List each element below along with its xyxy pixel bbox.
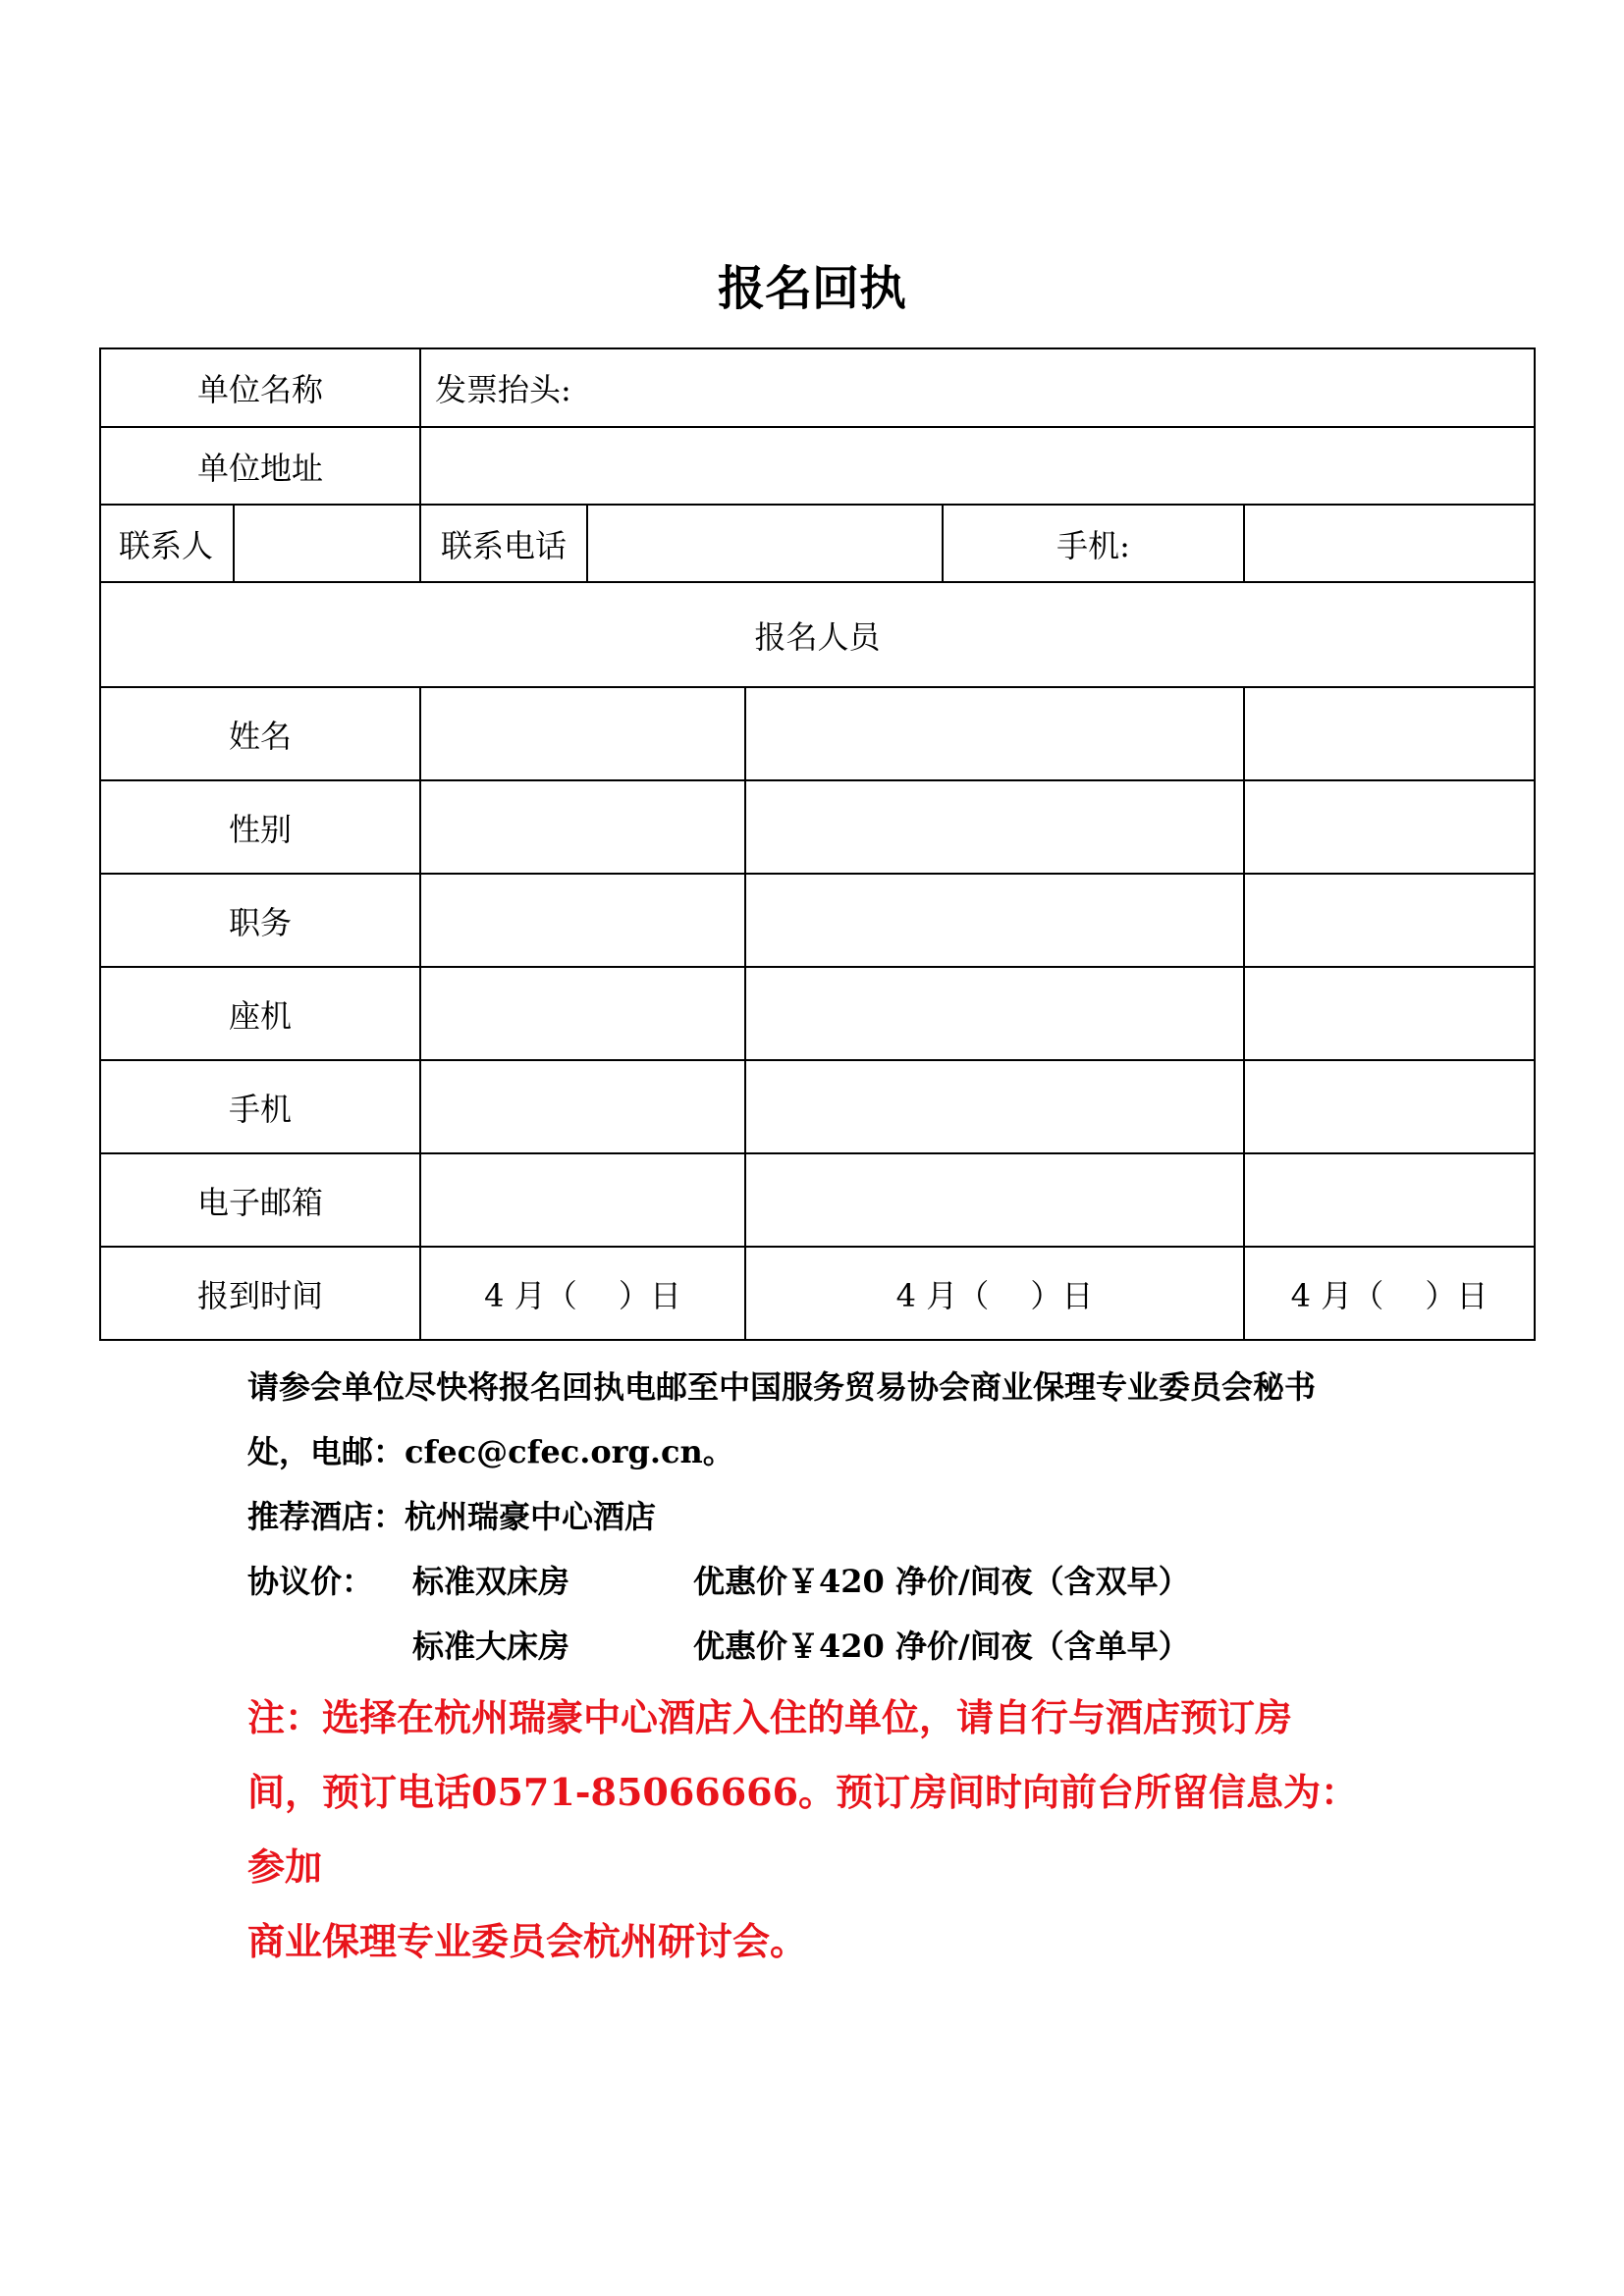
registration-form-table <box>99 347 1536 1341</box>
landline-field-2[interactable] <box>745 967 1244 1060</box>
arrival-date-3[interactable]: 4 月（ ）日 <box>1244 1247 1535 1340</box>
gender-field-1[interactable] <box>420 780 745 874</box>
red-note-line2: 间，预订电话0571-85066666。预订房间时向前台所留信息为：参加 <box>247 1770 1359 1889</box>
attendees-header: 报名人员 <box>100 582 1535 687</box>
notes-line2: 处，电邮：cfec@cfec.org.cn。 <box>247 1433 734 1470</box>
recommended-hotel: 推荐酒店：杭州瑞豪中心酒店 <box>247 1498 657 1535</box>
position-field-1[interactable] <box>420 874 745 967</box>
arrival-label: 报到时间 <box>100 1247 420 1340</box>
invoice-title-label: 发票抬头: <box>435 371 571 408</box>
price-king: 优惠价￥420 净价/间夜（含单早） <box>693 1628 1190 1665</box>
email-field-3[interactable] <box>1244 1153 1535 1247</box>
room-type-king: 标准大床房 <box>412 1628 570 1665</box>
name-field-1[interactable] <box>420 687 745 780</box>
price-row-2 <box>247 1614 1386 1679</box>
row-label: 姓名 <box>100 687 420 780</box>
page-title: 报名回执 <box>717 261 906 316</box>
position-field-3[interactable] <box>1244 874 1535 967</box>
invoice-title-field[interactable] <box>420 348 1535 427</box>
gender-field-3[interactable] <box>1244 780 1535 874</box>
unit-address-label: 单位地址 <box>100 427 420 505</box>
row-label: 电子邮箱 <box>100 1153 420 1247</box>
contact-person-field[interactable] <box>234 505 420 582</box>
unit-address-field[interactable] <box>420 427 1535 505</box>
row-label: 手机 <box>100 1060 420 1153</box>
red-note-line1: 注：选择在杭州瑞豪中心酒店入住的单位，请自行与酒店预订房 <box>247 1695 1293 1739</box>
arrival-date-1[interactable]: 4 月（ ）日 <box>420 1247 745 1340</box>
row-label: 座机 <box>100 967 420 1060</box>
mobile-label: 手机: <box>943 505 1244 582</box>
row-label: 性别 <box>100 780 420 874</box>
mobile-field-3[interactable] <box>1244 1060 1535 1153</box>
landline-field-3[interactable] <box>1244 967 1535 1060</box>
name-field-2[interactable] <box>745 687 1244 780</box>
mobile-field-2[interactable] <box>745 1060 1244 1153</box>
position-field-2[interactable] <box>745 874 1244 967</box>
contact-phone-label: 联系电话 <box>420 505 587 582</box>
arrival-date-2[interactable]: 4 月（ ）日 <box>745 1247 1244 1340</box>
mobile-field[interactable] <box>1244 505 1535 582</box>
name-field-3[interactable] <box>1244 687 1535 780</box>
notes-line1: 请参会单位尽快将报名回执电邮至中国服务贸易协会商业保理专业委员会秘书 <box>247 1368 1317 1406</box>
price-label: 协议价： <box>247 1563 374 1600</box>
email-field-1[interactable] <box>420 1153 745 1247</box>
red-note <box>247 1681 1386 1979</box>
red-note-line3: 商业保理专业委员会杭州研讨会。 <box>247 1919 808 1963</box>
room-type-twin: 标准双床房 <box>412 1563 570 1600</box>
contact-person-label: 联系人 <box>100 505 234 582</box>
unit-name-label: 单位名称 <box>100 348 420 427</box>
price-row-1 <box>247 1549 1386 1614</box>
gender-field-2[interactable] <box>745 780 1244 874</box>
price-twin: 优惠价￥420 净价/间夜（含双早） <box>693 1563 1190 1600</box>
email-field-2[interactable] <box>745 1153 1244 1247</box>
contact-phone-field[interactable] <box>587 505 943 582</box>
landline-field-1[interactable] <box>420 967 745 1060</box>
row-label: 职务 <box>100 874 420 967</box>
notes-section <box>247 1355 1386 1679</box>
mobile-field-1[interactable] <box>420 1060 745 1153</box>
